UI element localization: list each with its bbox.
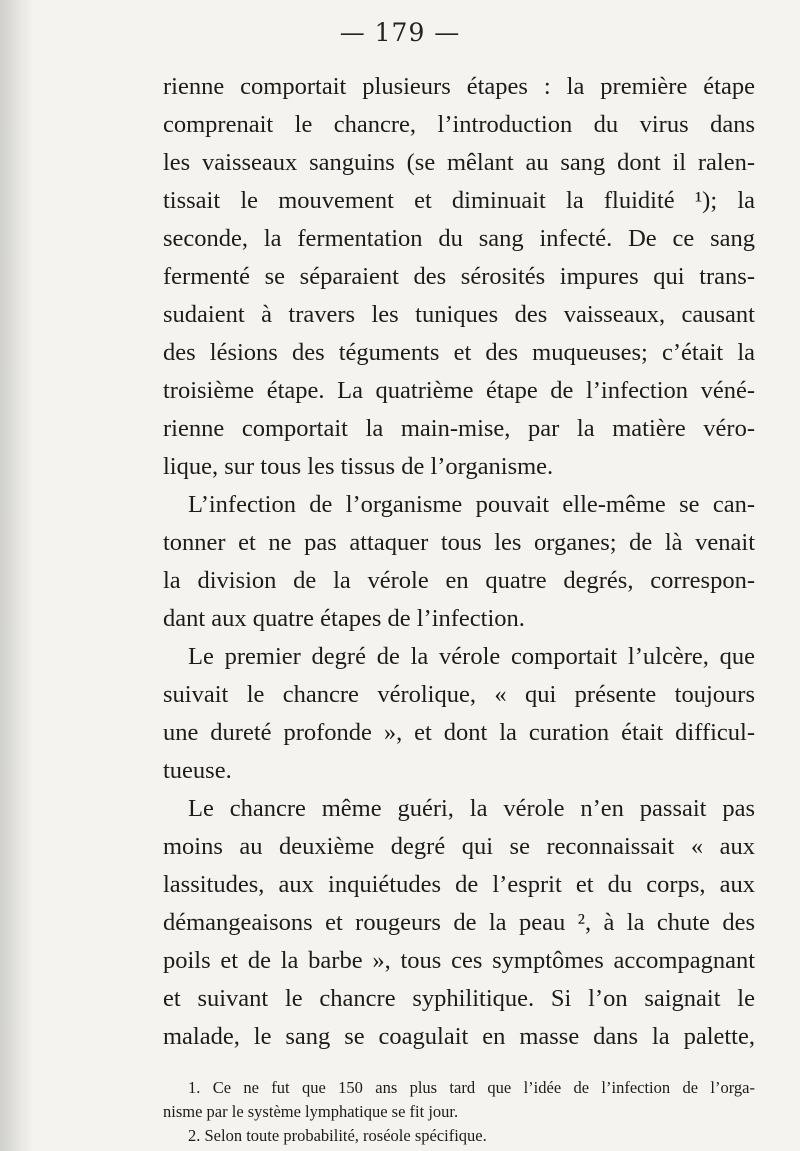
text-line: tissait le mouvement et diminuait la fluidité ¹); la [163, 187, 755, 214]
text-line: les vaisseaux sanguins (se mêlant au sang dont il ralen- [163, 149, 755, 176]
text-line: comprenait le chancre, l’introduction du virus dans [163, 111, 755, 138]
text-line: et suivant le chancre syphilitique. Si l’on saignait le [163, 985, 755, 1012]
text-line: fermenté se séparaient des sérosités impures qui trans- [163, 263, 755, 290]
footnote-line: 1. Ce ne fut que 150 ans plus tard que l’idée de l’infection de l’orga- [188, 1078, 755, 1097]
page-number: — 179 — [339, 18, 461, 47]
text-line: des lésions des téguments et des muqueuses; c’était la [163, 339, 755, 366]
page-gutter-shadow [0, 0, 34, 1151]
text-line: sudaient à travers les tuniques des vaisseaux, causant [163, 301, 755, 328]
text-line: malade, le sang se coagulait en masse dans la palette, [163, 1023, 755, 1050]
text-line: seconde, la fermentation du sang infecté. De ce sang [163, 225, 755, 252]
footnote-line: 2. Selon toute probabilité, roséole spécifique. [188, 1126, 487, 1145]
text-line: lassitudes, aux inquiétudes de l’esprit et du corps, aux [163, 871, 755, 898]
text-line: une dureté profonde », et dont la curation était difficul- [163, 719, 755, 746]
text-line: dant aux quatre étapes de l’infection. [163, 605, 525, 632]
text-line: tueuse. [163, 757, 232, 784]
text-line: rienne comportait la main-mise, par la matière véro- [163, 415, 755, 442]
text-line: Le chancre même guéri, la vérole n’en passait pas [188, 795, 755, 822]
text-line: la division de la vérole en quatre degrés, correspon- [163, 567, 755, 594]
text-line: rienne comportait plusieurs étapes : la première étape [163, 73, 755, 100]
text-line: L’infection de l’organisme pouvait elle-même se can- [188, 491, 755, 518]
text-line: Le premier degré de la vérole comportait l’ulcère, que [188, 643, 755, 670]
text-line: moins au deuxième degré qui se reconnaissait « aux [163, 833, 755, 860]
text-line: lique, sur tous les tissus de l’organisme. [163, 453, 554, 480]
text-line: suivait le chancre vérolique, « qui présente toujours [163, 681, 755, 708]
text-line: tonner et ne pas attaquer tous les organes; de là venait [163, 529, 755, 556]
text-line: poils et de la barbe », tous ces symptômes accompagnant [163, 947, 755, 974]
text-line: démangeaisons et rougeurs de la peau ², à la chute des [163, 909, 755, 936]
footnote-line: nisme par le système lymphatique se fit jour. [163, 1102, 459, 1121]
text-line: troisième étape. La quatrième étape de l’infection véné- [163, 377, 755, 404]
